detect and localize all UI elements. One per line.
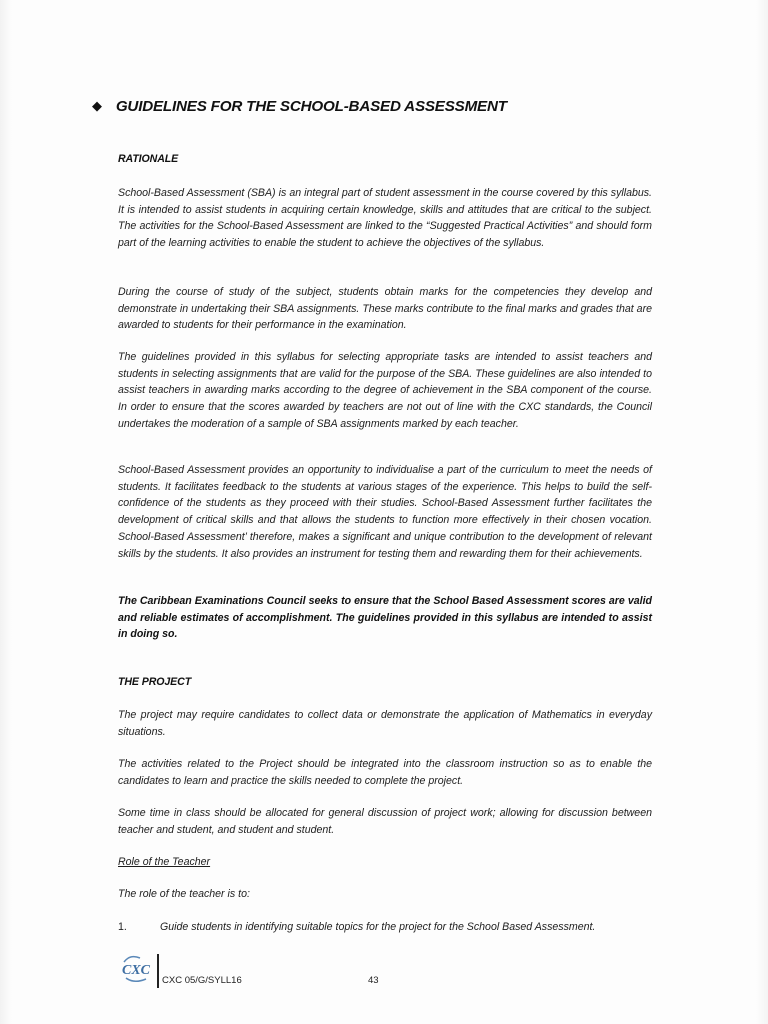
footer-document-code: CXC 05/G/SYLL16 <box>162 975 242 986</box>
role-of-teacher-heading: Role of the Teacher <box>118 856 211 868</box>
section-heading <box>92 98 507 115</box>
cxc-logo-icon <box>120 952 156 986</box>
list-item-number: 1. <box>118 921 127 933</box>
footer-divider <box>157 954 159 988</box>
diamond-bullet-icon: ◆ <box>92 97 102 113</box>
project-paragraph-1: The project may require candidates to collect data or demonstrate the application of Mathematics in everyday situations. <box>118 709 652 738</box>
list-item <box>118 921 658 933</box>
rationale-paragraph-1: School-Based Assessment (SBA) is an integral part of student assessment in the course covered by this syllabus. It is intended to assist students in acquiring certain knowledge, skills and attitudes that are critical to the subject. The activities for the School-Based Assessment are linked to the “Suggested Practical Activities” and should form part of the learning activities to enable the student to achieve the objectives of the syllabus. <box>118 187 652 250</box>
cxc-logo-text: CXC <box>122 963 151 978</box>
rationale-paragraph-4: School-Based Assessment provides an opportunity to individualise a part of the curriculum to meet the needs of students. It facilitates feedback to the students at various stages of the experience. This helps to build the self-confidence of the students as they proceed with their studies. School-Based Assessment further facilitates the development of critical skills and that allows the students to function more effectively in their chosen vocation. School-Based Assessment’ therefore, makes a significant and unique contribution to the development of relevant skills by the students. It also provides an instrument for testing them and rewarding them for their achievements. <box>118 464 652 560</box>
role-intro: The role of the teacher is to: <box>118 888 250 900</box>
list-item-text: Guide students in identifying suitable topics for the project for the School Based Assessment. <box>160 921 596 933</box>
rationale-bold-paragraph: The Caribbean Examinations Council seeks to ensure that the School Based Assessment scores are valid and reliable estimates of accomplishment. The guidelines provided in this syllabus are intended to assist in doing so. <box>118 595 652 641</box>
page-number: 43 <box>368 975 379 986</box>
section-heading-text: GUIDELINES FOR THE SCHOOL-BASED ASSESSMENT <box>115 98 507 115</box>
project-paragraph-3: Some time in class should be allocated for general discussion of project work; allowing for discussion between teacher and student, and student and student. <box>118 807 652 836</box>
rationale-heading: RATIONALE <box>118 153 179 165</box>
project-paragraph-2: The activities related to the Project should be integrated into the classroom instruction so as to enable the candidates to learn and practice the skills needed to complete the project. <box>118 758 652 787</box>
rationale-paragraph-2: During the course of study of the subject, students obtain marks for the competencies they develop and demonstrate in undertaking their SBA assignments. These marks contribute to the final marks and grades that are awarded to students for their performance in the examination. <box>118 286 652 332</box>
project-heading: THE PROJECT <box>118 676 192 688</box>
rationale-paragraph-3: The guidelines provided in this syllabus for selecting appropriate tasks are intended to assist teachers and students in selecting assignments that are valid for the purpose of the SBA. These guidelines are also intended to assist teachers in awarding marks according to the degree of achievement in the SBA component of the course. In order to ensure that the scores awarded by teachers are not out of line with the CXC standards, the Council undertakes the moderation of a sample of SBA assignments marked by each teacher. <box>118 351 652 430</box>
